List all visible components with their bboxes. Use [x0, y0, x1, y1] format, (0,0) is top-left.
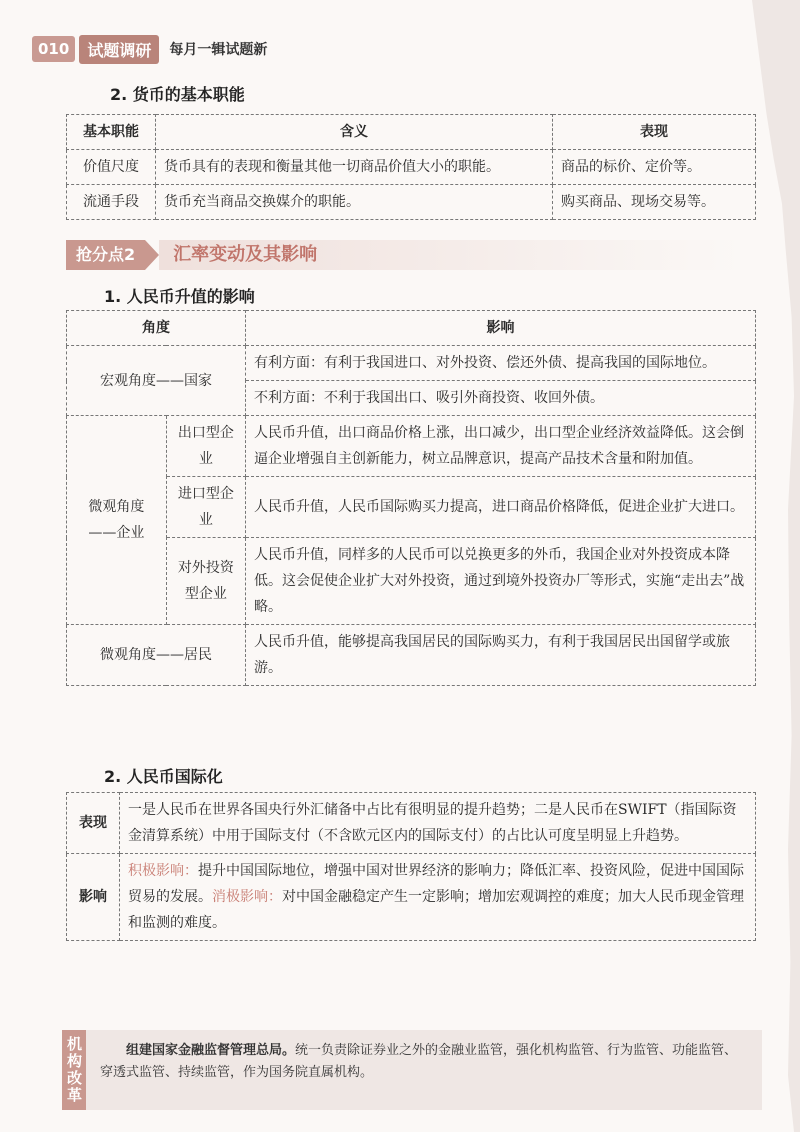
- table-cell: 出口型企业: [166, 416, 245, 477]
- section-title-rmb-internationalization: 2. 人民币国际化: [104, 767, 223, 786]
- table-cell: [120, 854, 756, 941]
- table-cell: 宏观角度——国家: [67, 346, 246, 416]
- magazine-title: 试题调研: [79, 35, 159, 64]
- negative-impact-label: 消极影响：: [212, 889, 282, 905]
- header-cell: 影响: [246, 311, 756, 346]
- table-cell: 人民币升值，同样多的人民币可以兑换更多的外币，我国企业对外投资成本降低。这会促使企业扩大对外投资，通过到境外投资办厂等形式，实施“走出去”战略。: [246, 538, 756, 625]
- side-tag: 机构改革: [62, 1030, 86, 1110]
- table-cell: 有利方面：有利于我国进口、对外投资、偿还外债、提高我国的国际地位。: [246, 346, 756, 381]
- table-cell: 不利方面：不利于我国出口、吸引外商投资、收回外债。: [246, 381, 756, 416]
- table-cell: 人民币升值，能够提高我国居民的国际购买力，有利于我国居民出国留学或旅游。: [246, 625, 756, 686]
- table-cell: 流通手段: [67, 185, 156, 220]
- header-cell: 角度: [67, 311, 246, 346]
- table-cell: 微观角度——企业: [67, 416, 167, 625]
- table-cell: 人民币升值，人民币国际购买力提高，进口商品价格降低，促进企业扩大进口。: [246, 477, 756, 538]
- table-row: [67, 416, 756, 477]
- footer-body: 统一负责除证券业之外的金融业监管，强化机构监管、行为监管、功能监管、穿透式监管、持续监管，作为国务院直属机构。: [100, 1043, 738, 1080]
- table-header-row: [67, 311, 756, 346]
- money-functions-table: [66, 114, 756, 220]
- table-cell: 货币具有的表现和衡量其他一切商品价值大小的职能。: [156, 150, 553, 185]
- table-row: [67, 185, 756, 220]
- magazine-subtitle: 每月一辑试题新: [169, 42, 268, 58]
- table-row: [67, 346, 756, 381]
- table-row: [67, 625, 756, 686]
- table-cell: 商品的标价、定价等。: [553, 150, 756, 185]
- table-cell: 对外投资型企业: [166, 538, 245, 625]
- header-cell: 含义: [156, 115, 553, 150]
- key-point-banner: [66, 240, 746, 270]
- table-header-row: [67, 115, 756, 150]
- table-cell: 表现: [67, 793, 120, 854]
- table-row: [67, 477, 756, 538]
- table-row: [67, 854, 756, 941]
- table-cell: 一是人民币在世界各国央行外汇储备中占比有很明显的提升趋势；二是人民币在SWIFT（指国际资金清算系统）中用于国际支付（不含欧元区内的国际支付）的占比认可度呈明显上升趋势。: [120, 793, 756, 854]
- section-title-rmb-appreciation: 1. 人民币升值的影响: [104, 287, 255, 306]
- table-cell: 进口型企业: [166, 477, 245, 538]
- table-cell: 人民币升值，出口商品价格上涨，出口减少，出口型企业经济效益降低。这会倒逼企业增强自主创新能力，树立品牌意识，提高产品技术含量和附加值。: [246, 416, 756, 477]
- negative-impact-text: 对中国金融稳定产生一定影响；增加宏观调控的难度；加大人民币现金管理和监测的难度。: [128, 889, 744, 931]
- table-row: [67, 150, 756, 185]
- positive-impact-label: 积极影响：: [128, 863, 198, 879]
- table-cell: 价值尺度: [67, 150, 156, 185]
- page-header: [32, 34, 267, 64]
- rmb-internationalization-table: [66, 792, 756, 941]
- page-number: 010: [32, 36, 75, 62]
- footer-bold: 组建国家金融监督管理总局。: [126, 1043, 296, 1058]
- positive-impact-text: 提升中国国际地位，增强中国对世界经济的影响力；降低汇率、投资风险，促进中国国际贸易的发展。: [128, 863, 744, 905]
- table-cell: 购买商品、现场交易等。: [553, 185, 756, 220]
- section-title-money-functions: 2. 货币的基本职能: [110, 85, 245, 104]
- footer-text: [100, 1040, 740, 1084]
- table-row: [67, 538, 756, 625]
- header-cell: 基本职能: [67, 115, 156, 150]
- key-point-tag: 抢分点2: [66, 240, 145, 270]
- table-cell: 货币充当商品交换媒介的职能。: [156, 185, 553, 220]
- rmb-appreciation-table: [66, 310, 756, 686]
- table-cell: 微观角度——居民: [67, 625, 246, 686]
- table-row: [67, 793, 756, 854]
- key-point-title: 汇率变动及其影响: [159, 240, 746, 270]
- chevron-right-icon: [145, 240, 159, 270]
- header-cell: 表现: [553, 115, 756, 150]
- table-cell: 影响: [67, 854, 120, 941]
